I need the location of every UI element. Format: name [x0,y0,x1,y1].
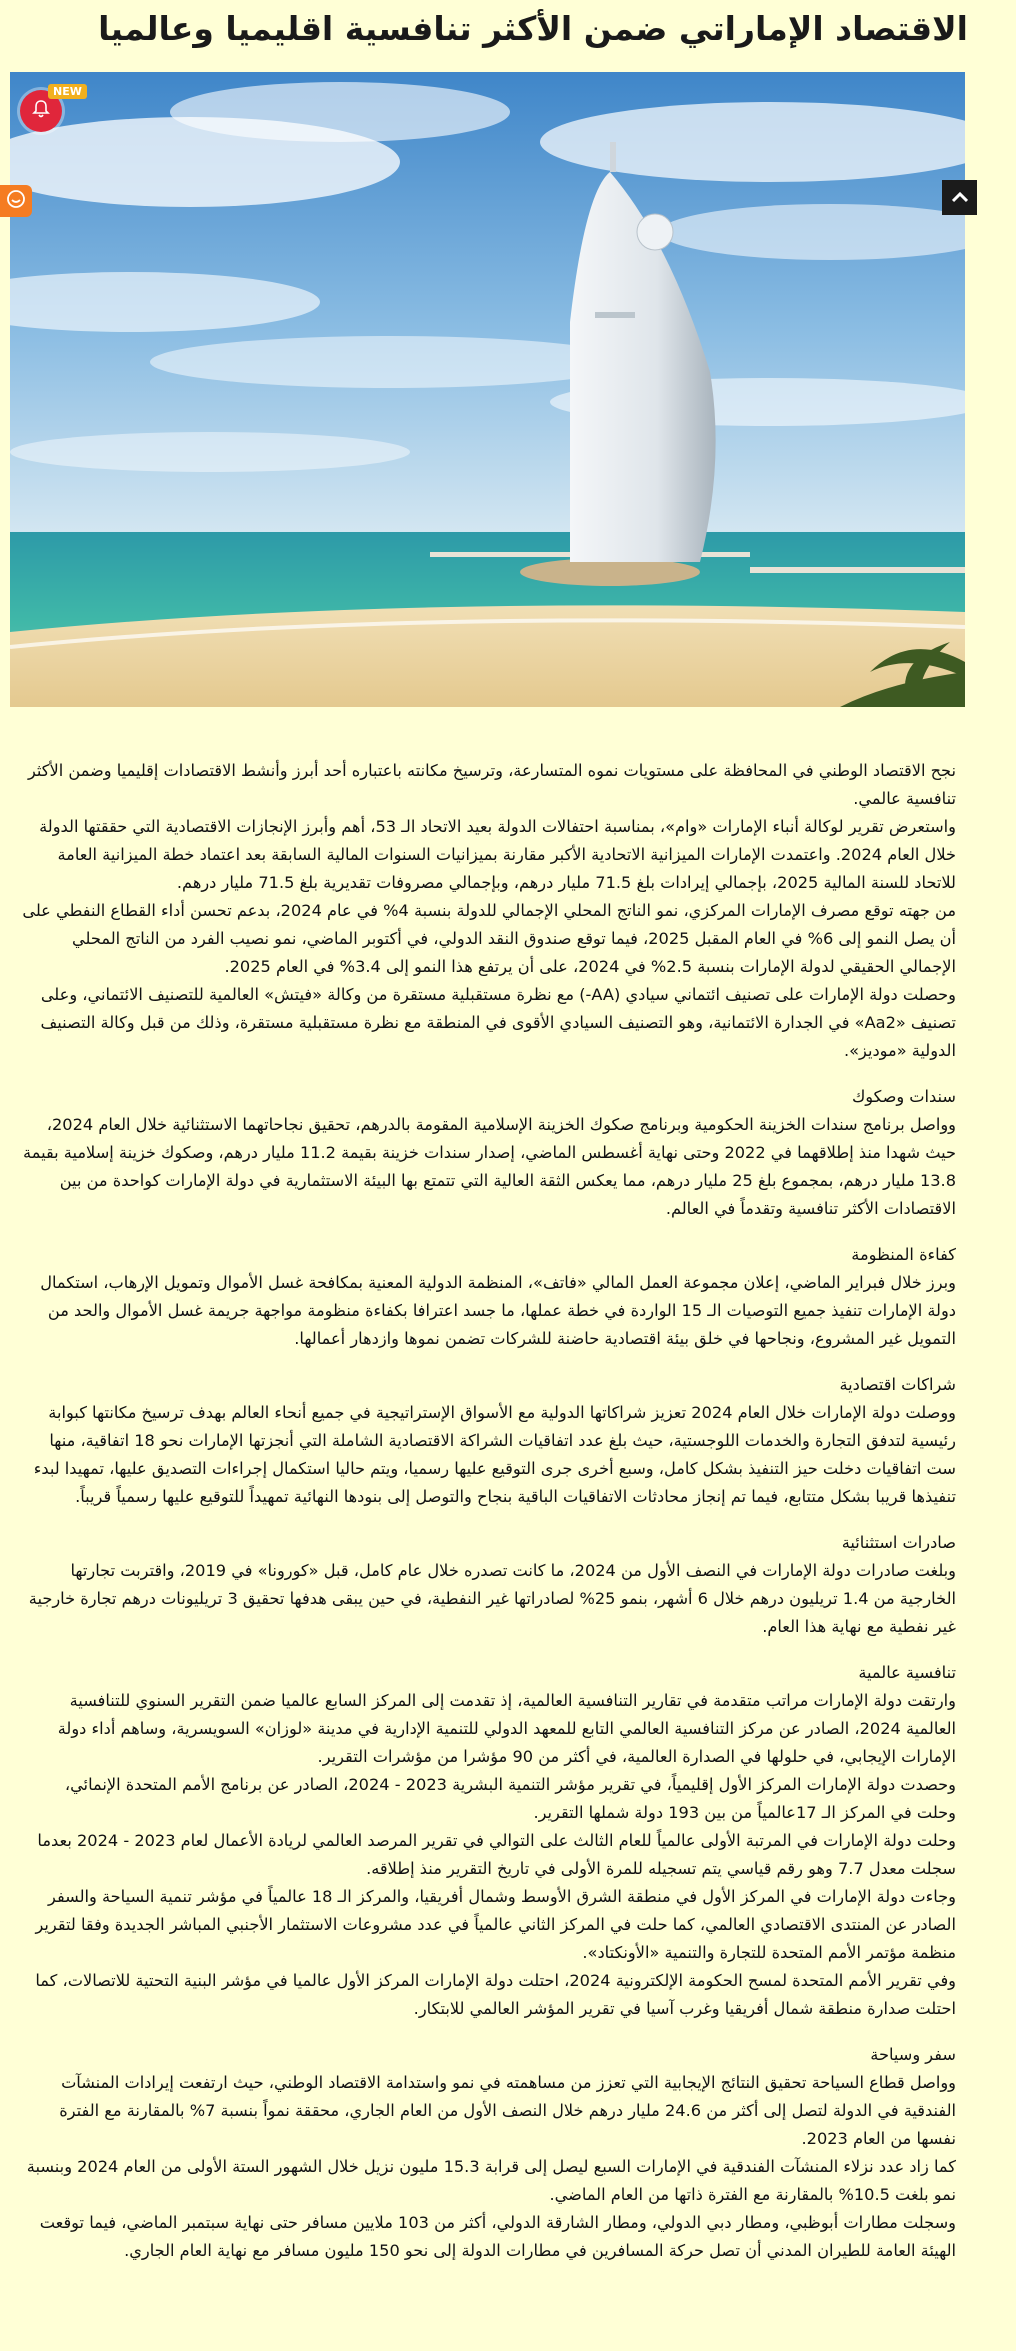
intro-paragraph-2: واستعرض تقرير لوكالة أنباء الإمارات «وام»، بمناسبة احتفالات الدولة بعيد الاتحاد الـ 53، أهم وأبرز الإنجازات الاقتصادية التي حققتها الدولة خلال العام 2024. واعتمدت الإمارات الميزانية الاتحادية الأكبر مقارنة بميزانيات السنوات المالية السابقة بعد اعتماد خطة الميزانية العامة للاتحاد للسنة المالية 2025، بإجمالي إيرادات بلغ 71.5 مليار درهم، وبإجمالي مصروفات تقديرية بلغ 71.5 مليار درهم. [39,817,956,892]
scroll-to-top-icon [952,188,968,207]
section-paragraph: وجاءت دولة الإمارات في المركز الأول في منطقة الشرق الأوسط وشمال أفريقيا، والمركز الـ 18 عالمياً في مؤشر تنمية السياحة والسفر الصادر عن المنتدى الاقتصادي العالمي، كما حلت في المركز الثاني عالمياً في عدد مشروعات الاستثمار الأجنبي المباشر الجديدة وفقا لتقرير منظمة مؤتمر الأمم المتحدة للتجارة والتنمية «الأونكتاد». [35,1887,956,1962]
chat-widget-icon [6,189,26,213]
section-heading-bonds: سندات وصكوك [851,1087,956,1106]
new-badge: NEW [48,84,87,99]
section-heading-tourism: سفر وسياحة [870,2045,956,2064]
section-paragraph: وبرز خلال فبراير الماضي، إعلان مجموعة العمل المالي «فاتف»، المنظمة الدولية المعنية بمكافحة غسل الأموال وتمويل الإرهاب، استكمال دولة الإمارات تنفيذ جميع التوصيات الـ 15 الواردة في خطة عملها، ما جسد اعترافا بكفاءة منظومة مواجهة جريمة غسل الأموال والحد من التمويل غير المشروع، ونجاحها في خلق بيئة اقتصادية حاضنة للشركات تضمن نموها وازدهار أعمالها. [40,1273,956,1348]
section-paragraph: وواصل قطاع السياحة تحقيق النتائج الإيجابية التي تعزز من مساهمته في نمو واستدامة الاقتصاد الوطني، حيث ارتفعت إيرادات المنشآت الفندقية في الدولة لتصل إلى أكثر من 24.6 مليار درهم خلال النصف الأول من العام الجاري، محققة نمواً بنسبة 7% بالمقارنة مع الفترة نفسها من العام 2023. [59,2073,956,2148]
section-paragraph: وارتقت دولة الإمارات مراتب متقدمة في تقارير التنافسية العالمية، إذ تقدمت إلى المركز السابع عالميا ضمن التقرير السنوي للتنافسية العالمية 2024، الصادر عن مركز التنافسية العالمي التابع للمعهد الدولي للتنمية الإدارية في مدينة «لوزان» السويسرية، وساهم أداء دولة الإمارات الإيجابي، في حلولها في الصدارة العالمية، في أكثر من 90 مؤشرا من مؤشرات التقرير. [57,1691,956,1766]
intro-paragraph-3: من جهته توقع مصرف الإمارات المركزي، نمو الناتج المحلي الإجمالي للدولة بنسبة 4% في عام 2024، بدعم تحسن أداء القطاع النفطي على أن يصل النمو إلى 6% في العام المقبل 2025، فيما توقع صندوق النقد الدولي، في أكتوبر الماضي، نمو نصيب الفرد من الناتج المحلي الإجمالي الحقيقي لدولة الإمارات بنسبة 2.5% في 2024، على أن يرتفع هذا النمو إلى 3.4% في العام 2025. [22,901,956,976]
section-heading-efficiency: كفاءة المنظومة [851,1245,956,1264]
section-heading-exports: صادرات استثنائية [841,1533,956,1552]
intro-paragraph-4: وحصلت دولة الإمارات على تصنيف ائتماني سيادي (AA-) مع نظرة مستقبلية مستقرة من وكالة «فيتش» العالمية للتصنيف الائتماني، وعلى تصنيف «Aa2» في الجدارة الائتمانية، وهو التصنيف السيادي الأقوى في المنطقة مع نظرة مستقبلية مستقرة، وذلك من قبل وكالة التصنيف الدولية «موديز». [40,985,956,1060]
article-body [21,757,956,2265]
section-paragraph: ووصلت دولة الإمارات خلال العام 2024 تعزيز شراكاتها الدولية مع الأسواق الإستراتيجية في جميع أنحاء العالم بهدف ترسيخ مكانتها كبوابة رئيسية لتدفق التجارة والخدمات اللوجستية، حيث بلغ عدد اتفاقيات الشراكة الاقتصادية الشاملة التي أنجزتها الإمارات نحو 18 اتفاقية، منها ست اتفاقيات دخلت حيز التنفيذ بشكل كامل، وسبع أخرى جرى التوقيع عليها رسميا، ويتم حاليا استكمال إجراءات التصديق عليها، تمهيدا لبدء تنفيذها قريبا بشكل متتابع، فيما تم إنجاز محادثات الاتفاقيات الباقية بنجاح والتوصل إلى بنودها النهائية تمهيداً للتوقيع عليها رسمياً قريباً. [33,1403,956,1506]
section-paragraph: وواصل برنامج سندات الخزينة الحكومية وبرنامج صكوك الخزينة الإسلامية المقومة بالدرهم، تحقيق نجاحاتهما الاستثنائية خلال العام 2024، حيث شهدا منذ إطلاقهما في 2022 وحتى نهاية أغسطس الماضي، إصدار سندات خزينة بقيمة 11.2 مليار درهم، وصكوك خزينة إسلامية بقيمة 13.8 مليار درهم، بمجموع بلغ 25 مليار درهم، مما يعكس الثقة العالية التي تتمتع بها البيئة الاستثمارية في دولة الإمارات كواحدة من بين الاقتصادات الأكثر تنافسية وتقدماً في العالم. [23,1115,956,1218]
hero-image [10,72,965,707]
intro-paragraph-1: نجح الاقتصاد الوطني في المحافظة على مستويات نموه المتسارعة، وترسيخ مكانته باعتباره أحد أبرز وأنشط الاقتصادات إقليميا وضمن الأكثر تنافسية عالمي. [27,761,956,808]
section-paragraph: وحصدت دولة الإمارات المركز الأول إقليمياً، في تقرير مؤشر التنمية البشرية 2023 - 2024، الصادر عن برنامج الأمم المتحدة الإنمائي، وحلت في المركز الـ 17عالمياً من بين 193 دولة شملها التقرير. [64,1775,956,1822]
section-heading-competitiveness: تنافسية عالمية [858,1663,956,1682]
section-paragraph: وحلت دولة الإمارات في المرتبة الأولى عالمياً للعام الثالث على التوالي في تقرير المرصد العالمي لريادة الأعمال لعام 2023 - 2024 بعدما سجلت معدل 7.7 وهو رقم قياسي يتم تسجيله للمرة الأولى في تاريخ التقرير منذ إطلاقه. [37,1831,956,1878]
page-title: الاقتصاد الإماراتي ضمن الأكثر تنافسية اقليميا وعالميا [98,9,968,48]
scroll-to-top-button[interactable] [942,180,977,215]
notification-bell-icon [31,99,51,123]
section-paragraph: وبلغت صادرات دولة الإمارات في النصف الأول من 2024، ما كانت تصدره خلال عام كامل، قبل «كورونا» في 2019، واقتربت تجارتها الخارجية من 1.4 تريليون درهم خلال 6 أشهر، بنمو 25% لصادراتها غير النفطية، في حين يبقى هدفها تحقيق 3 تريليونات درهم تجارة خارجية غير نفطية مع نهاية هذا العام. [28,1561,956,1636]
chat-widget-button[interactable] [0,185,32,217]
section-paragraph: وفي تقرير الأمم المتحدة لمسح الحكومة الإلكترونية 2024، احتلت دولة الإمارات المركز الأول عالميا في مؤشر البنية التحتية للاتصالات، كما احتلت صدارة منطقة شمال أفريقيا وغرب آسيا في تقرير المؤشر العالمي للابتكار. [35,1971,956,2018]
section-paragraph: وسجلت مطارات أبوظبي، ومطار دبي الدولي، ومطار الشارقة الدولي، أكثر من 103 ملايين مسافر حتى نهاية سبتمبر الماضي، فيما توقعت الهيئة العامة للطيران المدني أن تصل حركة المسافرين في مطارات الدولة إلى نحو 150 مليون مسافر مع نهاية العام الجاري. [39,2213,956,2260]
section-heading-partnerships: شراكات اقتصادية [839,1375,956,1394]
section-paragraph: كما زاد عدد نزلاء المنشآت الفندقية في الإمارات السبع ليصل إلى قرابة 15.3 مليون نزيل خلال الشهور الستة الأولى من العام 2024 وبنسبة نمو بلغت 10.5% بالمقارنة مع الفترة ذاتها من العام الماضي. [26,2157,956,2204]
